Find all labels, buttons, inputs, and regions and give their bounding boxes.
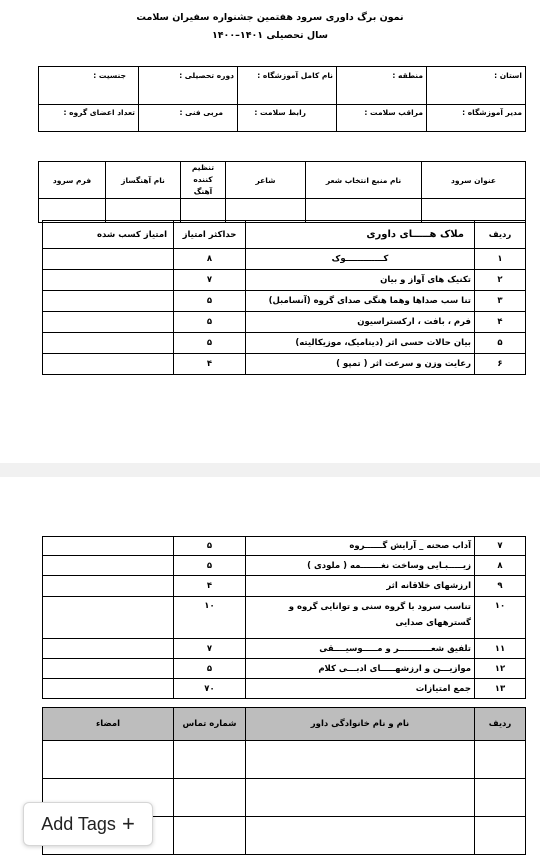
criterion-label: زیـــــبـایی وساخت نغـــــــمه ( ملودی ) xyxy=(246,556,475,576)
criteria-table xyxy=(42,220,526,375)
judge-row-number-cell[interactable] xyxy=(475,779,526,817)
criterion-label: تلفیق شعـــــــــــر و مـــــوسیــــقی xyxy=(246,639,475,659)
song-form-header: فرم سرود xyxy=(39,162,106,199)
criterion-label: تنا سب صداها وهما هنگی صدای گروه (آنسامبل) xyxy=(246,291,475,312)
row-number: ۱۳ xyxy=(475,679,526,699)
form-subtitle: سال تحصیلی ۱۴۰۱–۱۴۰۰ xyxy=(211,30,329,41)
earned-score-cell[interactable] xyxy=(43,249,174,270)
table-row xyxy=(43,659,526,679)
row-number: ۱۲ xyxy=(475,659,526,679)
song-title-cell[interactable] xyxy=(422,199,526,223)
earned-score-cell[interactable] xyxy=(43,354,174,375)
earned-score-cell[interactable] xyxy=(43,333,174,354)
judge-phone-cell[interactable] xyxy=(174,817,246,855)
poet-cell[interactable] xyxy=(226,199,306,223)
health-liaison-field[interactable]: رابط سلامت : xyxy=(238,105,337,132)
poet-header: شاعر xyxy=(226,162,306,199)
criterion-label: تناسب سرود با گروه سنی و توانایی گروه و گسترههای صدایی xyxy=(246,597,475,639)
song-info-input-row xyxy=(39,199,526,223)
max-score: ۱۰ xyxy=(174,597,246,639)
judge-name-header: نام و نام خانوادگی داور xyxy=(246,708,475,741)
table-row xyxy=(43,333,526,354)
row-number-header: ردیف xyxy=(475,221,526,249)
criteria-table-continued xyxy=(42,536,526,699)
group-members-field[interactable]: تعداد اعضای گروه : xyxy=(39,105,139,132)
row-number: ۱۰ xyxy=(475,597,526,639)
earned-score-cell[interactable] xyxy=(43,576,174,597)
criterion-label: بیان حالات حسی اثر (دینامیک، موزیکالیته) xyxy=(246,333,475,354)
document-page-2 xyxy=(0,477,540,855)
judge-row-number-cell[interactable] xyxy=(475,817,526,855)
row-number: ۲ xyxy=(475,270,526,291)
judge-phone-header: شماره تماس xyxy=(174,708,246,741)
school-name-field[interactable]: نام کامل آموزشگاه : xyxy=(238,67,337,105)
total-max-score: ۷۰ xyxy=(174,679,246,699)
row-number: ۹ xyxy=(475,576,526,597)
judge-signature-cell[interactable] xyxy=(43,741,174,779)
earned-score-cell[interactable] xyxy=(43,659,174,679)
row-number: ۱۱ xyxy=(475,639,526,659)
max-score-header: حداکثر امتیاز xyxy=(174,221,246,249)
table-row xyxy=(43,537,526,556)
lyric-source-cell[interactable] xyxy=(306,199,422,223)
school-info-table xyxy=(38,66,526,132)
earned-score-cell[interactable] xyxy=(43,639,174,659)
row-number: ۳ xyxy=(475,291,526,312)
judge-row-number-header: ردیف xyxy=(475,708,526,741)
criterion-header: ملاک هـــــای داوری xyxy=(246,221,475,249)
table-row xyxy=(43,249,526,270)
table-row xyxy=(43,639,526,659)
add-tags-label: Add Tags xyxy=(41,813,116,834)
song-title-header: عنوان سرود xyxy=(422,162,526,199)
criterion-label: فرم ، بافت ، ارکستراسیون xyxy=(246,312,475,333)
judge-name-cell[interactable] xyxy=(246,817,475,855)
arranger-cell[interactable] xyxy=(181,199,226,223)
school-info-row-1 xyxy=(39,67,526,105)
table-row xyxy=(43,291,526,312)
criterion-label: کـــــــــــــوک xyxy=(246,249,475,270)
composer-header: نام آهنگساز xyxy=(106,162,181,199)
form-title: نمون برگ داوری سرود هفتمین جشنواره سفیران سلامت xyxy=(136,12,404,23)
criterion-label: ارزشهای خلاقانه اثر xyxy=(246,576,475,597)
plus-icon: + xyxy=(121,811,135,836)
judges-header-row xyxy=(43,708,526,741)
judge-name-cell[interactable] xyxy=(246,779,475,817)
health-caretaker-field[interactable]: مراقب سلامت : xyxy=(337,105,427,132)
table-row xyxy=(43,556,526,576)
max-score: ۵ xyxy=(174,312,246,333)
row-number: ۱ xyxy=(475,249,526,270)
earned-score-cell[interactable] xyxy=(43,291,174,312)
max-score: ۵ xyxy=(174,556,246,576)
row-number: ۶ xyxy=(475,354,526,375)
row-number: ۸ xyxy=(475,556,526,576)
table-row xyxy=(43,354,526,375)
max-score: ۷ xyxy=(174,270,246,291)
max-score: ۸ xyxy=(174,249,246,270)
criterion-label: تکنیک های آواز و بیان xyxy=(246,270,475,291)
earned-score-cell[interactable] xyxy=(43,556,174,576)
earned-score-cell[interactable] xyxy=(43,597,174,639)
row-number: ۷ xyxy=(475,537,526,556)
school-info-row-2 xyxy=(39,105,526,132)
gender-field[interactable]: جنسیت : xyxy=(39,67,139,105)
song-info-header-row xyxy=(39,162,526,199)
earned-score-cell[interactable] xyxy=(43,312,174,333)
song-info-table xyxy=(38,161,526,223)
education-level-field[interactable]: دوره تحصیلی : xyxy=(139,67,238,105)
total-earned-score-cell[interactable] xyxy=(43,679,174,699)
earned-score-cell[interactable] xyxy=(43,270,174,291)
row-number: ۴ xyxy=(475,312,526,333)
max-score: ۵ xyxy=(174,291,246,312)
max-score: ۵ xyxy=(174,659,246,679)
composer-cell[interactable] xyxy=(106,199,181,223)
max-score: ۷ xyxy=(174,639,246,659)
technical-coach-field[interactable]: مربی فنی : xyxy=(139,105,238,132)
total-score-label: جمع امتیازات xyxy=(246,679,475,699)
arranger-header: تنظیم کننده آهنگ xyxy=(181,162,226,199)
judge-phone-cell[interactable] xyxy=(174,741,246,779)
earned-score-header: امتیاز کسب شده xyxy=(43,221,174,249)
criterion-label: آداب صحنه _ آرایش گــــــروه xyxy=(246,537,475,556)
max-score: ۴ xyxy=(174,354,246,375)
table-row xyxy=(43,312,526,333)
earned-score-cell[interactable] xyxy=(43,537,174,556)
judge-signature-header: امضاء xyxy=(43,708,174,741)
max-score: ۵ xyxy=(174,537,246,556)
max-score: ۴ xyxy=(174,576,246,597)
table-row xyxy=(43,576,526,597)
criterion-label: رعایت وزن و سرعت اثر ( تمپو ) xyxy=(246,354,475,375)
add-tags-button[interactable] xyxy=(23,802,153,846)
judge-row-number-cell[interactable] xyxy=(475,741,526,779)
song-form-cell[interactable] xyxy=(39,199,106,223)
row-number: ۵ xyxy=(475,333,526,354)
table-row xyxy=(43,679,526,699)
district-field[interactable]: منطقه : xyxy=(337,67,427,105)
table-row xyxy=(43,597,526,639)
province-field[interactable]: استان : xyxy=(427,67,526,105)
lyric-source-header: نام منبع انتخاب شعر xyxy=(306,162,422,199)
principal-field[interactable]: مدیر آموزشگاه : xyxy=(427,105,526,132)
judge-phone-cell[interactable] xyxy=(174,779,246,817)
table-row xyxy=(43,270,526,291)
max-score: ۵ xyxy=(174,333,246,354)
criteria-header-row xyxy=(43,221,526,249)
criterion-label: موازیـــن و ارزشهـــــای ادبـــی کلام xyxy=(246,659,475,679)
judge-name-cell[interactable] xyxy=(246,741,475,779)
judge-row xyxy=(43,741,526,779)
